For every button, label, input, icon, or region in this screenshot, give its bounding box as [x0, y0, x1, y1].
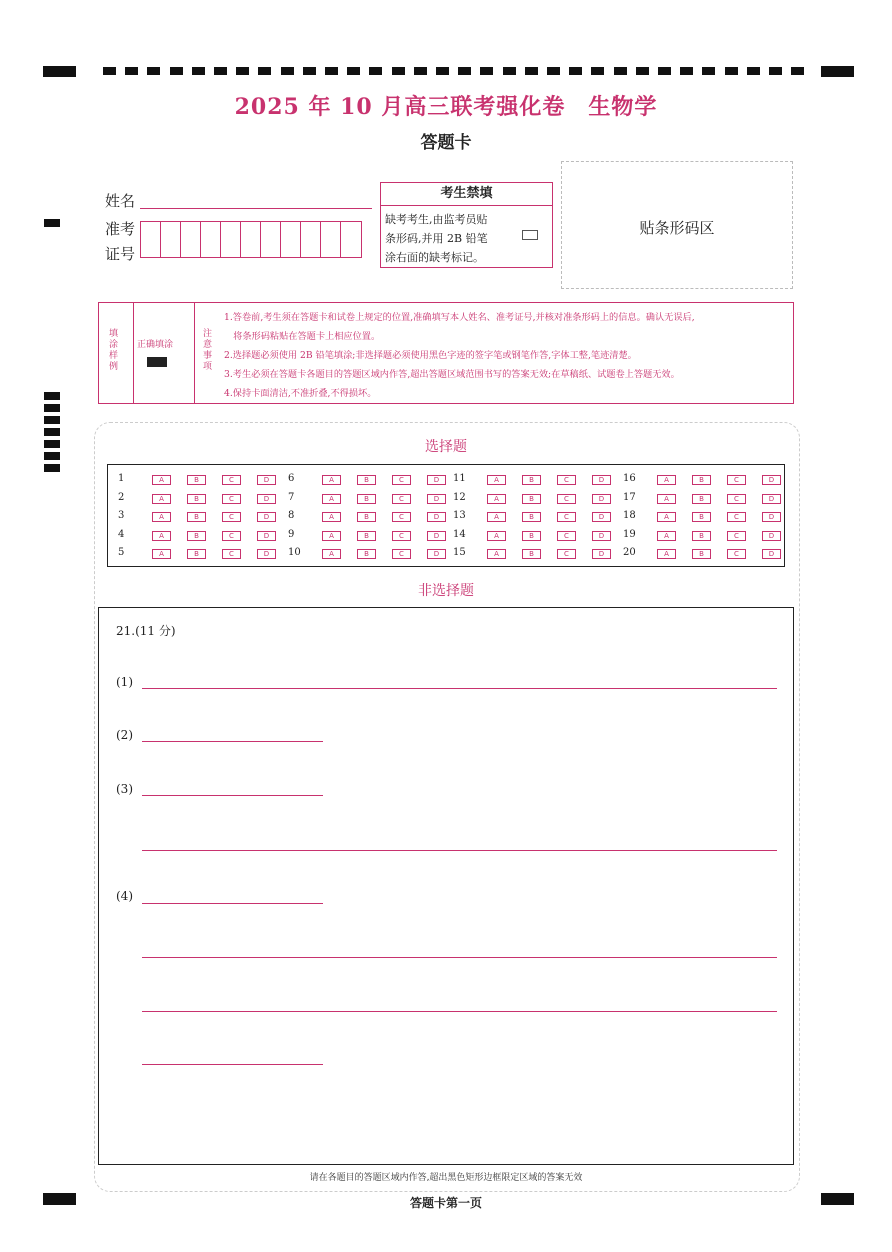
part-1-label: (1) [116, 675, 133, 689]
option-bubble-b[interactable]: B [522, 531, 541, 541]
option-bubble-b[interactable]: B [357, 475, 376, 485]
timing-mark [614, 67, 627, 75]
option-bubble-a[interactable]: A [322, 512, 341, 522]
option-bubble-c[interactable]: C [222, 549, 241, 559]
answer-line[interactable] [142, 1011, 777, 1012]
timing-mark [170, 67, 183, 75]
timing-mark [325, 67, 338, 75]
timing-mark [192, 67, 205, 75]
option-bubble-a[interactable]: A [657, 531, 676, 541]
option-bubble-c[interactable]: C [392, 494, 411, 504]
option-bubble-b[interactable]: B [522, 475, 541, 485]
option-bubble-b[interactable]: B [187, 549, 206, 559]
question-number: 2 [118, 491, 125, 503]
option-bubble-a[interactable]: A [152, 549, 171, 559]
option-bubble-b[interactable]: B [522, 512, 541, 522]
registration-mark [44, 219, 60, 227]
answer-line[interactable] [142, 903, 323, 904]
option-bubble-c[interactable]: C [727, 512, 746, 522]
answer-line[interactable] [142, 957, 777, 958]
option-bubble-c[interactable]: C [557, 512, 576, 522]
timing-mark [747, 67, 760, 75]
rule-line: 4.保持卡面清洁,不准折叠,不得损坏。 [224, 388, 377, 399]
timing-mark [44, 416, 60, 424]
option-bubble-b[interactable]: B [522, 494, 541, 504]
option-bubble-a[interactable]: A [487, 531, 506, 541]
question-number: 7 [288, 491, 295, 503]
answer-line[interactable] [142, 795, 323, 796]
option-bubble-c[interactable]: C [392, 549, 411, 559]
question-number: 4 [118, 528, 125, 540]
option-bubble-a[interactable]: A [322, 475, 341, 485]
option-bubble-d[interactable]: D [762, 531, 781, 541]
option-bubble-b[interactable]: B [692, 512, 711, 522]
name-field[interactable] [140, 208, 372, 209]
question-number: 18 [623, 510, 636, 522]
question-number: 5 [118, 547, 125, 559]
option-bubble-c[interactable]: C [222, 494, 241, 504]
option-bubble-b[interactable]: B [187, 494, 206, 504]
option-bubble-b[interactable]: B [357, 494, 376, 504]
option-bubble-d[interactable]: D [427, 494, 446, 504]
timing-mark [147, 67, 160, 75]
option-bubble-b[interactable]: B [357, 549, 376, 559]
option-bubble-d[interactable]: D [257, 512, 276, 522]
question-number: 11 [453, 473, 466, 484]
question-number: 15 [453, 547, 466, 559]
timing-mark [258, 67, 271, 75]
timing-mark [769, 67, 782, 75]
option-bubble-b[interactable]: B [187, 512, 206, 522]
option-bubble-d[interactable]: D [592, 531, 611, 541]
rule-line: 将条形码粘贴在答题卡上相应位置。 [224, 331, 381, 342]
timing-mark [791, 67, 804, 75]
option-bubble-c[interactable]: C [557, 549, 576, 559]
option-bubble-c[interactable]: C [222, 512, 241, 522]
timing-mark [125, 67, 138, 75]
absent-title: 考生禁填 [381, 183, 552, 206]
option-bubble-b[interactable]: B [187, 475, 206, 485]
correct-fill-label: 正确填涂 [137, 340, 174, 350]
timing-mark [392, 67, 405, 75]
option-bubble-d[interactable]: D [427, 512, 446, 522]
rule-line: 1.答卷前,考生须在答题卡和试卷上规定的位置,准确填写本人姓名、准考证号,并核对准条形码上的信息。确认无误后, [224, 312, 695, 323]
option-bubble-d[interactable]: D [427, 475, 446, 485]
timing-mark [525, 67, 538, 75]
footer-note: 请在各题目的答题区域内作答,超出黑色矩形边框限定区域的答案无效 [309, 1173, 583, 1183]
option-bubble-d[interactable]: D [427, 549, 446, 559]
fill-example-label: 填涂样例 [109, 329, 119, 372]
timing-mark [725, 67, 738, 75]
timing-mark [458, 67, 471, 75]
exam-id-grid[interactable] [140, 221, 362, 258]
option-bubble-a[interactable]: A [152, 494, 171, 504]
barcode-area [561, 161, 793, 289]
option-bubble-d[interactable]: D [592, 475, 611, 485]
question-number: 10 [288, 547, 301, 559]
absent-mark-box [380, 182, 553, 268]
timing-mark [44, 392, 60, 400]
question-number: 8 [288, 510, 295, 522]
timing-mark [658, 67, 671, 75]
timing-mark [44, 428, 60, 436]
option-bubble-c[interactable]: C [222, 475, 241, 485]
option-bubble-b[interactable]: B [187, 531, 206, 541]
answer-line[interactable] [142, 850, 777, 851]
option-bubble-d[interactable]: D [257, 494, 276, 504]
option-bubble-d[interactable]: D [257, 549, 276, 559]
option-bubble-a[interactable]: A [322, 549, 341, 559]
question-number: 13 [453, 510, 466, 522]
option-bubble-a[interactable]: A [657, 549, 676, 559]
option-bubble-a[interactable]: A [657, 494, 676, 504]
notes-label: 注意事项 [203, 329, 213, 372]
option-bubble-a[interactable]: A [657, 475, 676, 485]
option-bubble-c[interactable]: C [392, 475, 411, 485]
option-bubble-b[interactable]: B [357, 531, 376, 541]
mcq-grid [107, 464, 785, 567]
barcode-label: 贴条形码区 [639, 219, 715, 237]
option-bubble-d[interactable]: D [592, 512, 611, 522]
part-3-label: (3) [116, 782, 133, 796]
registration-mark [821, 66, 854, 77]
question-number: 16 [623, 473, 636, 484]
page-subtitle: 答题卡 [420, 133, 472, 153]
answer-line[interactable] [142, 741, 323, 742]
option-bubble-a[interactable]: A [322, 494, 341, 504]
option-bubble-d[interactable]: D [427, 531, 446, 541]
timing-mark [103, 67, 116, 75]
option-bubble-d[interactable]: D [592, 549, 611, 559]
option-bubble-b[interactable]: B [692, 494, 711, 504]
id-label-2: 证号 [105, 245, 136, 263]
timing-mark [636, 67, 649, 75]
timing-mark [236, 67, 249, 75]
option-bubble-b[interactable]: B [522, 549, 541, 559]
timing-mark [569, 67, 582, 75]
id-label-1: 准考 [105, 220, 136, 238]
question-number: 14 [453, 528, 466, 540]
option-bubble-a[interactable]: A [322, 531, 341, 541]
free-answer-box [98, 607, 794, 1165]
option-bubble-a[interactable]: A [657, 512, 676, 522]
absent-line-1: 缺考考生,由监考员贴 [385, 213, 488, 226]
rule-line: 2.选择题必须使用 2B 铅笔填涂;非选择题必须使用黑色字迹的签字笔或钢笔作答,字体工整,笔迹清楚。 [224, 350, 637, 361]
absent-checkbox[interactable] [522, 230, 538, 240]
option-bubble-d[interactable]: D [257, 475, 276, 485]
option-bubble-d[interactable]: D [762, 549, 781, 559]
option-bubble-d[interactable]: D [592, 494, 611, 504]
timing-mark [44, 464, 60, 472]
option-bubble-c[interactable]: C [727, 494, 746, 504]
fill-swatch [147, 357, 167, 367]
timing-mark [347, 67, 360, 75]
option-bubble-c[interactable]: C [392, 512, 411, 522]
option-bubble-c[interactable]: C [727, 475, 746, 485]
registration-mark [43, 66, 76, 77]
option-bubble-a[interactable]: A [487, 549, 506, 559]
free-section-title: 非选择题 [418, 583, 474, 599]
option-bubble-d[interactable]: D [762, 494, 781, 504]
question-number: 1 [118, 473, 125, 484]
timing-mark [303, 67, 316, 75]
rule-line: 3.考生必须在答题卡各题目的答题区域内作答,超出答题区域范围书写的答案无效;在草稿纸、试题卷上答题无效。 [224, 369, 680, 380]
timing-mark [281, 67, 294, 75]
part-4-label: (4) [116, 889, 133, 903]
option-bubble-d[interactable]: D [762, 475, 781, 485]
absent-line-3: 涂右面的缺考标记。 [385, 251, 484, 264]
timing-mark [44, 404, 60, 412]
question-number: 20 [623, 547, 636, 559]
notice-box [98, 302, 794, 404]
page-number: 答题卡第一页 [409, 1196, 482, 1210]
name-label: 姓名 [105, 192, 136, 210]
timing-mark [591, 67, 604, 75]
question-number: 12 [453, 491, 466, 503]
option-bubble-c[interactable]: C [557, 494, 576, 504]
option-bubble-d[interactable]: D [257, 531, 276, 541]
question-number: 19 [623, 528, 636, 540]
option-bubble-c[interactable]: C [392, 531, 411, 541]
option-bubble-c[interactable]: C [557, 475, 576, 485]
option-bubble-a[interactable]: A [152, 512, 171, 522]
mcq-section-title: 选择题 [425, 439, 467, 455]
option-bubble-c[interactable]: C [727, 549, 746, 559]
part-2-label: (2) [116, 728, 133, 742]
option-bubble-a[interactable]: A [152, 531, 171, 541]
option-bubble-d[interactable]: D [762, 512, 781, 522]
option-bubble-a[interactable]: A [487, 512, 506, 522]
absent-line-2: 条形码,并用 2B 铅笔 [385, 232, 488, 245]
timing-mark [503, 67, 516, 75]
option-bubble-c[interactable]: C [557, 531, 576, 541]
option-bubble-b[interactable]: B [692, 475, 711, 485]
page-title: 2025 年 10 月高三联考强化卷 生物学 [234, 94, 658, 120]
option-bubble-b[interactable]: B [692, 549, 711, 559]
question-number: 6 [288, 473, 295, 484]
timing-mark [480, 67, 493, 75]
timing-mark [680, 67, 693, 75]
timing-mark [547, 67, 560, 75]
question-number: 17 [623, 491, 636, 503]
option-bubble-a[interactable]: A [487, 475, 506, 485]
timing-mark [414, 67, 427, 75]
timing-mark [702, 67, 715, 75]
timing-mark [369, 67, 382, 75]
option-bubble-b[interactable]: B [692, 531, 711, 541]
timing-mark [436, 67, 449, 75]
option-bubble-b[interactable]: B [357, 512, 376, 522]
question-number: 9 [288, 528, 295, 540]
question-number: 3 [118, 510, 125, 522]
option-bubble-a[interactable]: A [152, 475, 171, 485]
option-bubble-c[interactable]: C [222, 531, 241, 541]
question-21-label: 21.(11 分) [116, 624, 176, 638]
timing-mark [214, 67, 227, 75]
answer-line[interactable] [142, 1064, 323, 1065]
option-bubble-c[interactable]: C [727, 531, 746, 541]
answer-line[interactable] [142, 688, 777, 689]
option-bubble-a[interactable]: A [487, 494, 506, 504]
